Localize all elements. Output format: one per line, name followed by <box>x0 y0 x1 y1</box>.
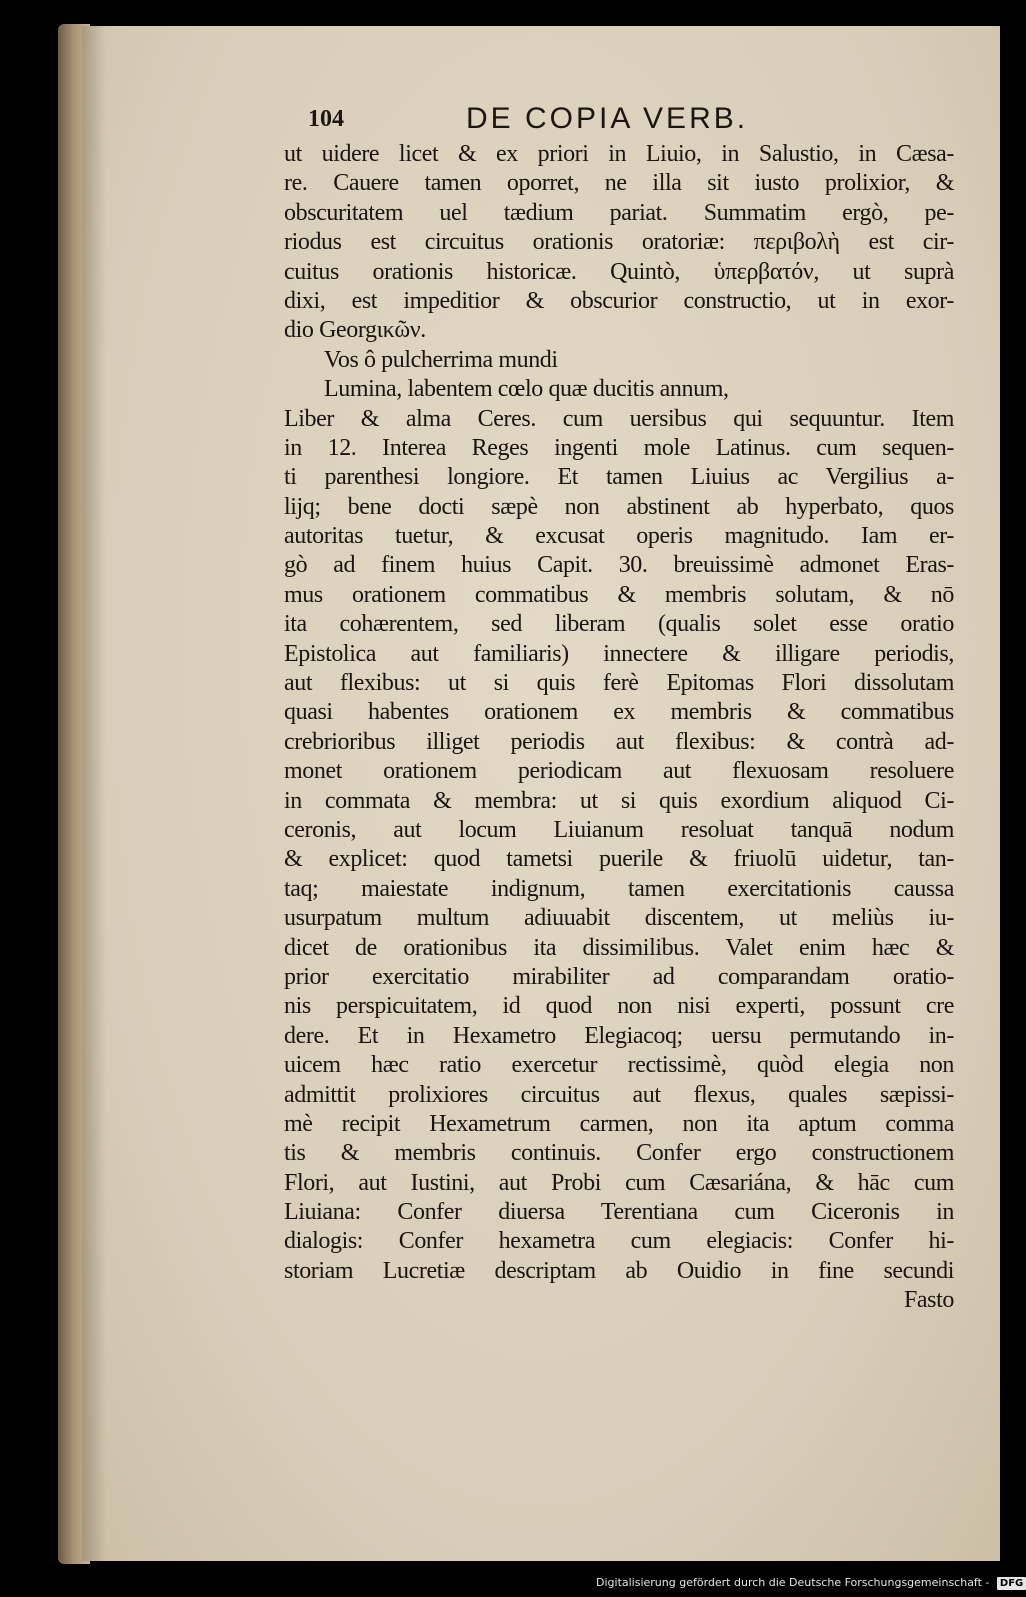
text-line: Liuiana: Confer diuersa Terentiana cum Ciceronis in <box>284 1199 954 1226</box>
text-line: taq; maiestate indignum, tamen exercitationis caussa <box>284 875 954 902</box>
text-line: cuitus orationis historicæ. Quintò, ὑπερβατόν, ut suprà <box>284 258 954 285</box>
text-line: obscuritatem uel tædium pariat. Summatim ergò, pe- <box>284 199 954 226</box>
body-text <box>284 140 954 1316</box>
text-line: crebrioribus illiget periodis aut flexibus: & contrà ad- <box>284 728 954 755</box>
text-line: dio Georgικῶν. <box>284 317 426 344</box>
text-line: monet orationem periodicam aut flexuosam resoluere <box>284 758 954 785</box>
text-line: mus orationem commatibus & membris solutam, & nō <box>284 581 954 608</box>
credit-text: Digitalisierung gefördert durch die Deutsche Forschungsgemeinschaft - <box>596 1576 990 1589</box>
text-line: in 12. Interea Reges ingenti mole Latinus. cum sequen- <box>284 434 954 461</box>
running-title: DE COPIA VERB. <box>466 102 749 135</box>
text-line: ut uidere licet & ex priori in Liuio, in Salustio, in Cæsa- <box>284 141 954 167</box>
text-line: quasi habentes orationem ex membris & commatibus <box>284 699 954 726</box>
text-line: prior exercitatio mirabiliter ad comparandam oratio- <box>284 963 954 990</box>
text-line: dialogis: Confer hexametra cum elegiacis: Confer hi- <box>284 1228 954 1255</box>
text-line: Liber & alma Ceres. cum uersibus qui sequuntur. Item <box>284 405 954 432</box>
text-line: storiam Lucretiæ descriptam ab Ouidio in fine secundi <box>284 1257 954 1284</box>
page-header <box>308 102 778 138</box>
text-line: dicet de orationibus ita dissimilibus. Valet enim hæc & <box>284 934 954 961</box>
text-line: admittit prolixiores circuitus aut flexus, quales sæpissi- <box>284 1081 954 1108</box>
page-number: 104 <box>308 106 344 132</box>
text-line: mè recipit Hexametrum carmen, non ita aptum comma <box>284 1110 954 1137</box>
text-line: Epistolica aut familiaris) innectere & illigare periodis, <box>284 640 954 667</box>
text-line: in commata & membra: ut si quis exordium aliquod Ci- <box>284 787 954 814</box>
text-line: re. Cauere tamen oporret, ne illa sit iusto prolixior, & <box>284 170 954 197</box>
text-line: dixi, est impeditior & obscurior constructio, ut in exor- <box>284 287 954 314</box>
text-line: tis & membris continuis. Confer ergo constructionem <box>284 1140 954 1167</box>
text-line: dere. Et in Hexametro Elegiacoq; uersu permutando in- <box>284 1022 954 1049</box>
catchword: Fasto <box>903 1287 954 1314</box>
text-line: ita cohærentem, sed liberam (qualis solet esse oratio <box>284 611 954 638</box>
text-line: ti parenthesi longiore. Et tamen Liuius ac Vergilius a- <box>284 464 954 491</box>
text-line: autoritas tuetur, & excusat operis magnitudo. Iam er- <box>284 523 954 550</box>
text-line: ceronis, aut locum Liuianum resoluat tanquā nodum <box>284 816 954 843</box>
dfg-logo: DFG <box>997 1577 1026 1590</box>
text-line: usurpatum multum adiuuabit discentem, ut meliùs iu- <box>284 905 954 932</box>
text-line: aut flexibus: ut si quis ferè Epitomas Flori dissolutam <box>284 670 954 697</box>
text-line: & explicet: quod tametsi puerile & friuolū uidetur, tan- <box>284 846 954 873</box>
text-line: riodus est circuitus orationis oratoriæ: περιβολὴ est cir- <box>284 229 954 256</box>
verse-line: Vos ô pulcherrima mundi <box>324 346 558 373</box>
gutter-shadow <box>82 26 106 1561</box>
text-line: lijq; bene docti sæpè non abstinent ab hyperbato, quos <box>284 493 954 520</box>
text-line: gò ad finem huius Capit. 30. breuissimè admonet Eras- <box>284 552 954 579</box>
text-line: nis perspicuitatem, id quod non nisi experti, possunt cre <box>284 993 954 1020</box>
digitization-credit <box>596 1574 1024 1592</box>
verse-line: Lumina, labentem cœlo quæ ducitis annum, <box>324 376 729 403</box>
text-line: uicem hæc ratio exercetur rectissimè, quòd elegia non <box>284 1052 954 1079</box>
text-line: Flori, aut Iustini, aut Probi cum Cæsariána, & hāc cum <box>284 1169 954 1196</box>
